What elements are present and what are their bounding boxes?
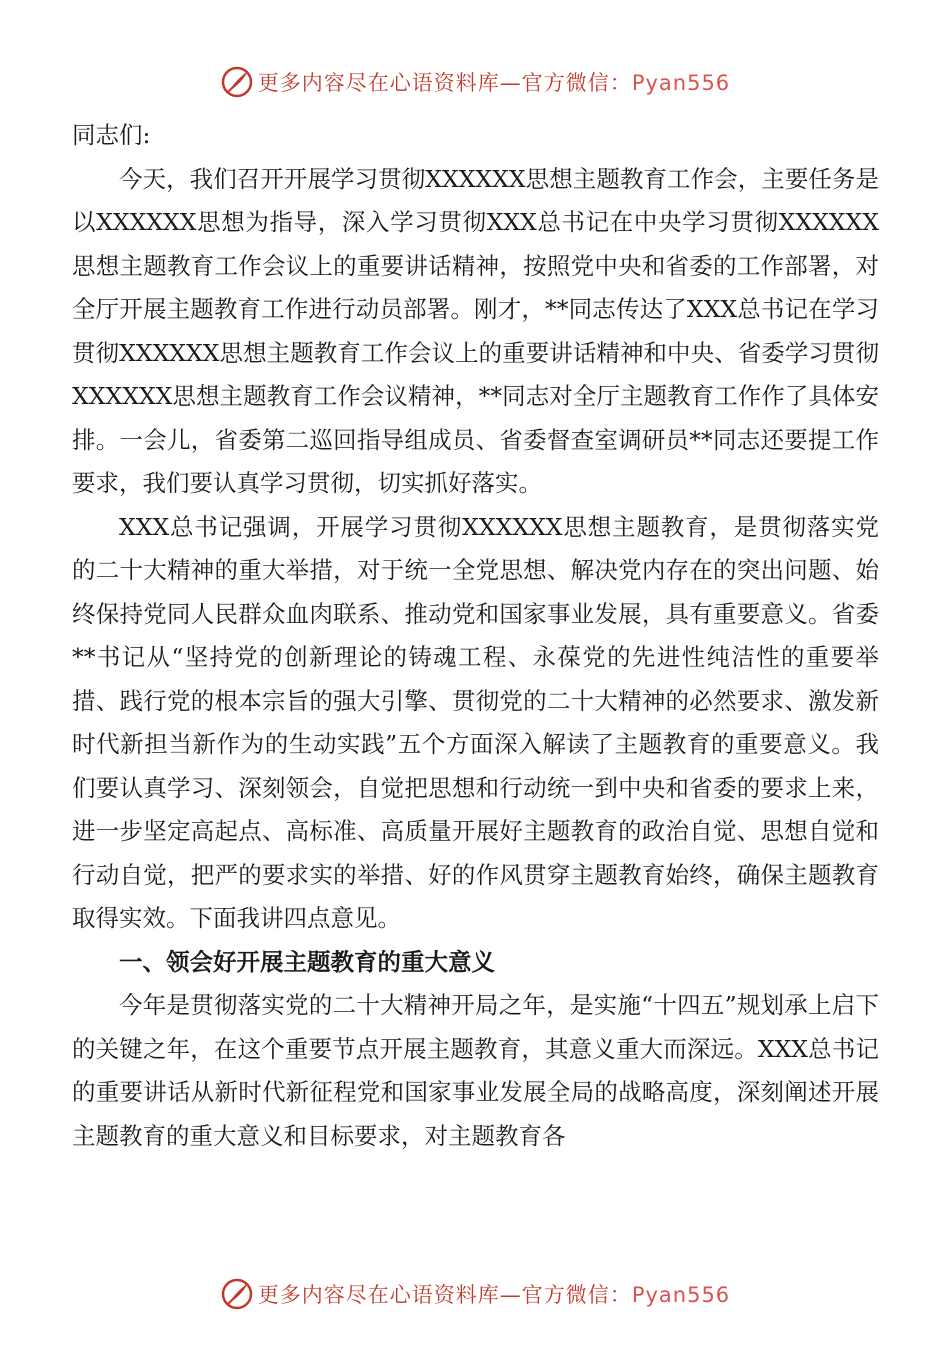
section-heading: 一、领会好开展主题教育的重大意义 bbox=[119, 947, 495, 976]
wechat-id: Pyan556 bbox=[631, 71, 731, 95]
salutation: 同志们: bbox=[72, 121, 151, 149]
wechat-id: Pyan556 bbox=[631, 1283, 731, 1307]
feather-pen-logo-icon bbox=[220, 1277, 254, 1311]
feather-pen-logo-icon bbox=[220, 65, 254, 99]
footer-banner bbox=[0, 1274, 950, 1314]
banner-text: 更多内容尽在心语资料库—官方微信：Pyan556 bbox=[257, 1283, 731, 1307]
paragraph: XXX总书记强调，开展学习贯彻XXXXXX思想主题教育，是贯彻落实党的二十大精神的重大举措，对于统一全党思想、解决党内存在的突出问题、始终保持党同人民群众血肉联系、推动党和国家事业发展，具有重要意义。省委**书记从“坚持党的创新理论的铸魂工程、永葆党的先进性纯洁性的重要举措、践行党的根本宗旨的强大引擎、贯彻党的二十大精神的必然要求、激发新时代新担当新作为的生动实践”五个方面深入解读了主题教育的重要意义。我们要认真学习、深刻领会，自觉把思想和行动统一到中央和省委的要求上来，进一步坚定高起点、高标准、高质量开展好主题教育的政治自觉、思想自觉和行动自觉，把严的要求实的举措、好的作风贯穿主题教育始终，确保主题教育取得实效。下面我讲四点意见。 bbox=[72, 512, 879, 932]
paragraph: 今天，我们召开开展学习贯彻XXXXXX思想主题教育工作会，主要任务是以XXXXXX思想为指导，深入学习贯彻XXX总书记在中央学习贯彻XXXXXX思想主题教育工作会议上的重要讲话精神，按照党中央和省委的工作部署，对全厅开展主题教育工作进行动员部署。刚才，**同志传达了XXX总书记在学习贯彻XXXXXX思想主题教育工作会议上的重要讲话精神和中央、省委学习贯彻XXXXXX思想主题教育工作会议精神，**同志对全厅主题教育工作作了具体安排。一会儿，省委第二巡回指导组成员、省委督查室调研员**同志还要提工作要求，我们要认真学习贯彻，切实抓好落实。 bbox=[72, 164, 879, 497]
document-body bbox=[72, 114, 879, 1158]
banner-text: 更多内容尽在心语资料库—官方微信：Pyan556 bbox=[257, 71, 731, 95]
paragraph: 今年是贯彻落实党的二十大精神开局之年，是实施“十四五”规划承上启下的关键之年，在这个重要节点开展主题教育，其意义重大而深远。XXX总书记的重要讲话从新时代新征程党和国家事业发展全局的战略高度，深刻阐述开展主题教育的重大意义和目标要求，对主题教育各 bbox=[72, 991, 879, 1150]
header-banner bbox=[0, 62, 950, 102]
